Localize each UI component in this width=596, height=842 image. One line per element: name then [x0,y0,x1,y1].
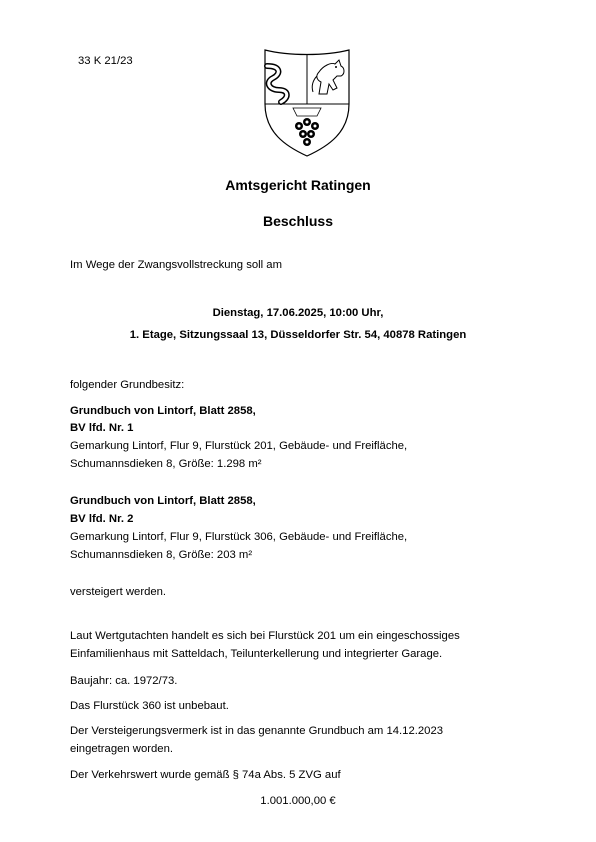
parcel-1-register: Grundbuch von Lintorf, Blatt 2858, [70,405,256,417]
market-value: 1.001.000,00 € [260,795,336,807]
court-name: Amtsgericht Ratingen [225,177,371,193]
parcel-1-address: Schumannsdieken 8, Größe: 1.298 m² [70,458,262,470]
register-note-line-1: Der Versteigerungsvermerk ist in das genannte Grundbuch am 14.12.2023 [70,725,444,737]
intro-text: Im Wege der Zwangsvollstreckung soll am [70,259,283,271]
case-number: 33 K 21/23 [78,55,133,67]
parcel-2-register: Grundbuch von Lintorf, Blatt 2858, [70,495,256,507]
auction-location: 1. Etage, Sitzungssaal 13, Düsseldorfer Str. 54, 40878 Ratingen [129,329,467,341]
market-value-intro: Der Verkehrswert wurde gemäß § 74a Abs. 5 ZVG auf [70,769,341,781]
property-intro: folgender Grundbesitz: [70,379,185,391]
appraisal-line-1: Laut Wertgutachten handelt es sich bei Flurstück 201 um ein eingeschossiges [70,630,460,642]
unbuilt-note: Das Flurstück 360 ist unbebaut. [70,700,229,712]
coat-of-arms-icon [259,46,355,158]
year-built: Baujahr: ca. 1972/73. [70,675,178,687]
parcel-1-bv: BV lfd. Nr. 1 [70,422,134,434]
parcel-2-address: Schumannsdieken 8, Größe: 203 m² [70,549,253,561]
parcel-1-description: Gemarkung Lintorf, Flur 9, Flurstück 201, Gebäude- und Freifläche, [70,440,408,452]
parcel-2-description: Gemarkung Lintorf, Flur 9, Flurstück 306, Gebäude- und Freifläche, [70,531,408,543]
document-title: Beschluss [262,213,334,229]
register-note-line-2: eingetragen worden. [70,743,174,755]
appraisal-line-2: Einfamilienhaus mit Satteldach, Teilunterkellerung und integrierter Garage. [70,648,443,660]
auction-date: Dienstag, 17.06.2025, 10:00 Uhr, [212,307,384,319]
parcel-2-bv: BV lfd. Nr. 2 [70,513,134,525]
auction-statement: versteigert werden. [70,586,167,598]
